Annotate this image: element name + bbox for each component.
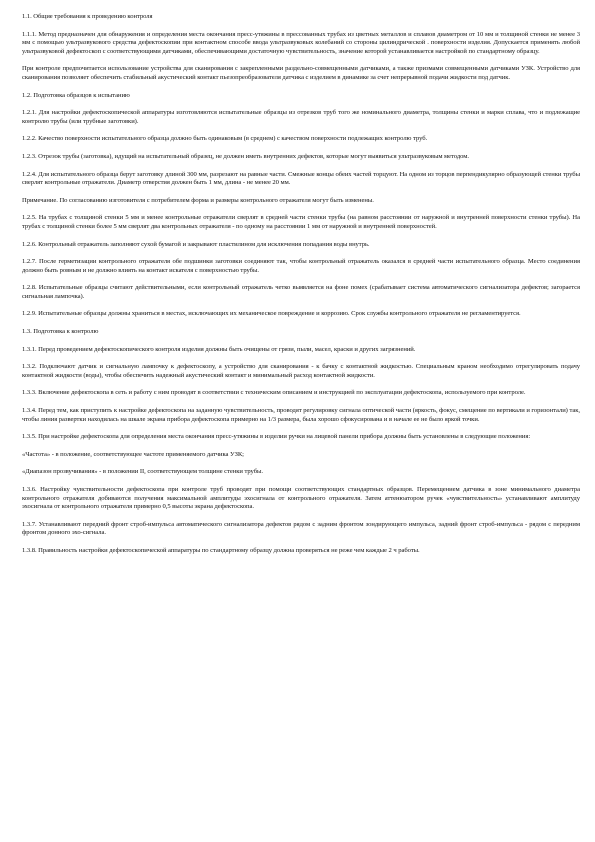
paragraph-1-3-5: 1.3.5. При настройке дефектоскопа для определения места окончания пресс-утяжины в изделии ручки на лицевой панели прибора должны быть установлены в следующие положения: bbox=[22, 433, 531, 441]
paragraph-1-1-1: 1.1.1. Метод предназначен для обнаружения и определения места окончания пресс-утяжины в прессованных трубах из цветных металлов и сплавов диаметром от 10 мм и толщиной стенки не менее 3 мм с помощью ультразвукового средства дефектоскопии при контактном способе ввода ультразвуковых колебаний со стороны цилиндрической . поверхности изделия. Допускается применять любой ультразвуковой дефектоскоп с соответствующими датчиками, обеспечивающими достаточную чувствительность, значение которой устанавливается настройкой по стандартному образцу. bbox=[22, 30, 580, 55]
paragraph-1-2-7: 1.2.7. После герметизации контрольного отражателя обе подшинки заготовки соединяют так, чтобы контрольный отражатель оказался в средней части испытательного образца. Место соединения должно быть ровным и не должно влиять на контакт искателя с поверхностью трубы. bbox=[22, 258, 580, 274]
section-heading-1-2: 1.2. Подготовка образцов к испытанию bbox=[22, 91, 130, 99]
paragraph-1-2-6: 1.2.6. Контрольный отражатель заполняют сухой бумагой и закрывают пластилином для исключения попадания воды внутрь. bbox=[22, 240, 370, 248]
section-heading-1-1: 1.1. Общие требования к проведению контроля bbox=[22, 13, 153, 20]
paragraph-1-3-7: 1.3.7. Устанавливают передний фронт строб-импульса автоматического сигнализатора дефектов рядом с задним фронтом зондирующего импульса, задний фронт строб-импульса - рядом с передним фронтом донного эхо-сигнала. bbox=[22, 520, 580, 537]
paragraph-1-2-5: 1.2.5. На трубах с толщиной стенки 5 мм и менее контрольные отражатели сверлят в средней части стенки трубы (на равном расстоянии от наружной и внутренней поверхности стенки трубы). На трубах с толщиной стенки более 5 мм сверлят два контрольных отражателя - по одному на расстоянии 1 мм от наружной и внутренней поверхностей. bbox=[22, 214, 580, 230]
paragraph-1-3-3: 1.3.3. Включение дефектоскопа в сеть и работу с ним проводят в соответствии с техническим описанием и инструкцией по эксплуатации дефектоскопа, используемого при контроле. bbox=[22, 389, 526, 397]
document-body bbox=[22, 13, 580, 565]
paragraph-note: Примечание. По согласованию изготовителя с потребителем форма и размеры контрольного отражателя могут быть изменены. bbox=[22, 196, 374, 204]
paragraph-1-2-2: 1.2.2. Качество поверхности испытательного образца должно быть одинаковым (в среднем) с качеством поверхности подлежащих контролю труб. bbox=[22, 135, 428, 143]
paragraph-1-3-6: 1.3.6. Настройку чувствительности дефектоскопа при контроле труб проводят при помощи соответствующих стандартных образцов. Перемещением датчика в зоне минимального диаметра контрольного отражателя добиваются получения максимальной амплитуды эхосигнала от контрольного отражателя. Затем аттенюатором ручек «чувствительность» устанавливают амплитуду эхосигнала от контрольного отражателя примерно 0,5 высоты экрана дефектоскопа. bbox=[22, 486, 580, 511]
paragraph-1-2-4: 1.2.4. Для испытательного образца берут заготовку длиной 300 мм, разрезают на равные части. Смежные концы обеих частей торцуют. На одном из торцов перпендикулярно образующей стенки трубы сверлят контрольные отражатели. Диаметр отверстия должен быть 1 мм, длина - не менее 20 мм. bbox=[22, 170, 580, 187]
paragraph-scanning-device: При контроле предпочитается использование устройства для сканирования с закрепленными раздельно-совмещенными датчиками, а также призмами совмещенными датчиками УЗК. Устройство для сканирования позволяет обеспечить стабильный акустический контакт пьезопреобразователя датчика с изделием в динамике за счет непрерывной подачи жидкости под датчик. bbox=[22, 65, 580, 81]
paragraph-1-3-4: 1.3.4. Перед тем, как приступить к настройке дефектоскопа на заданную чувствительность, проводят регулировку сигнала оптической части (яркость, фокус, смещение по вертикали и горизонтали) так, чтобы линия развертки находилась на шкале экрана прибора дефектоскопа примерно на 1/3 размера, была хорошо сфокусирована и в начале ее не было яркой точки. bbox=[22, 407, 580, 423]
paragraph-1-2-9: 1.2.9. Испытательные образцы должны храниться в местах, исключающих их механическое повреждение и коррозию. Срок службы контрольного отражателя не регламентируется. bbox=[22, 310, 521, 318]
paragraph-1-2-3: 1.2.3. Отрезок трубы (заготовка), идущий на испытательный образец, не должен иметь внутренних дефектов, которые могут выявиться ультразвуковым методом. bbox=[22, 152, 469, 160]
paragraph-range-setting: «Диапазон прозвучивания» - в положении II, соответствующем толщине стенки трубы. bbox=[22, 468, 263, 476]
paragraph-1-2-8: 1.2.8. Испытательные образцы считают действительными, если контрольный отражатель четко выявляется на фоне помех (срабатывает система автоматического сигнализатора дефектов; загорается сигнальная лампочка). bbox=[22, 284, 580, 300]
paragraph-1-3-2: 1.3.2. Подключают датчик и сигнальную лампочку к дефектоскопу, а устройство для сканирования - к бачку с контактной жидкостью. Специальным краном необходимо отрегулировать подачу контактной жидкости (воды), чтобы обеспечить надежный акустический контакт и минимальный расход контактной жидкости. bbox=[22, 363, 580, 379]
paragraph-1-3-1: 1.3.1. Перед проведением дефектоскопического контроля изделия должны быть очищены от грязи, пыли, масел, краски и других загрязнений. bbox=[22, 345, 416, 353]
paragraph-frequency-setting: «Частота» - в положение, соответствующее частоте применяемого датчика УЗК; bbox=[22, 450, 244, 458]
paragraph-1-3-8: 1.3.8. Правильность настройки дефектоскопической аппаратуры по стандартному образцу должна проверяться не реже чем каждые 2 ч работы. bbox=[22, 546, 420, 554]
paragraph-1-2-1: 1.2.1. Для настройки дефектоскопической аппаратуры изготовляются испытательные образцы из отрезков труб того же номинального диаметра, толщины стенки и марки сплава, что и подлежащие контролю трубы (или трубные заготовки). bbox=[22, 109, 580, 125]
section-heading-1-3: 1.3. Подготовка к контролю bbox=[22, 328, 99, 336]
